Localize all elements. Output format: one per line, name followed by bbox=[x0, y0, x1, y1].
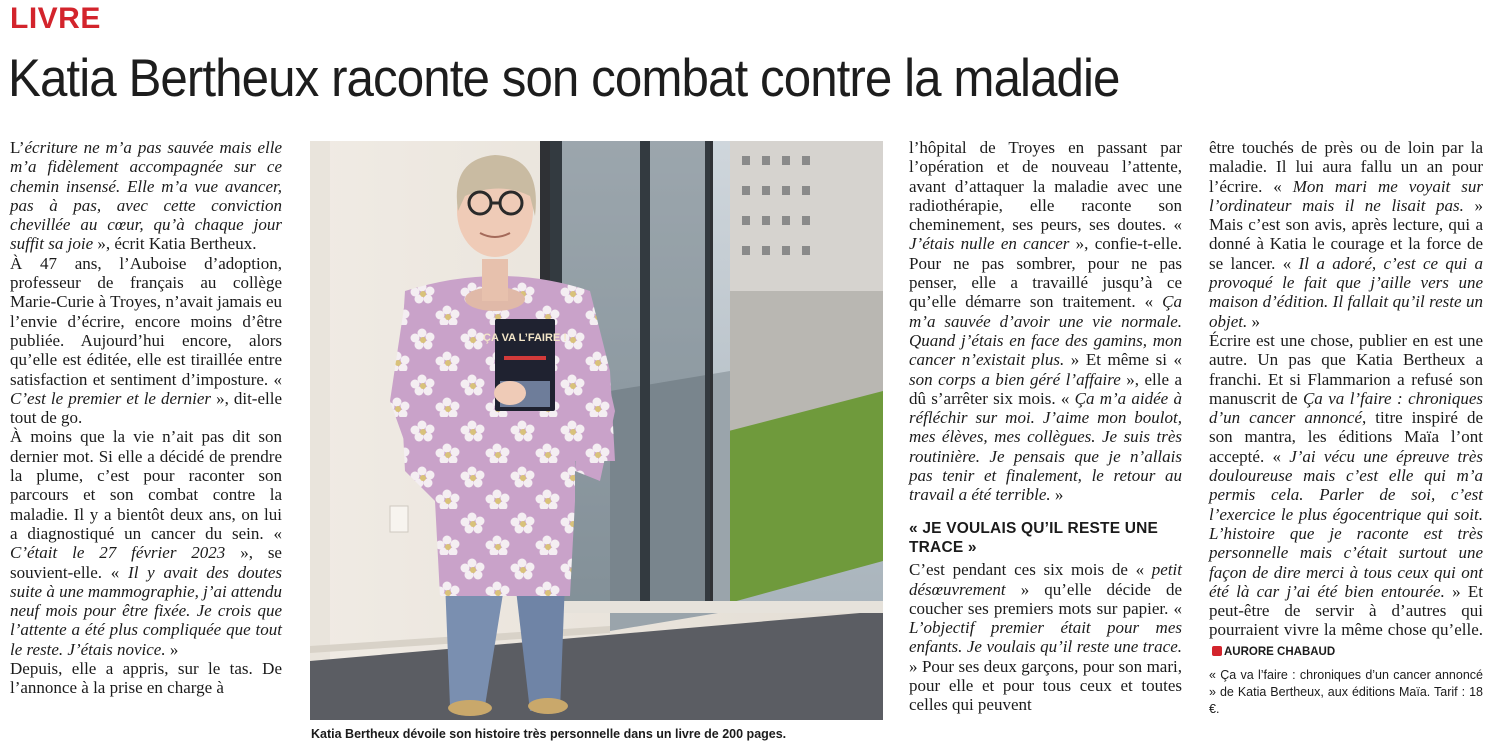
body-text: », écrit Katia Bertheux. bbox=[93, 234, 257, 254]
book-title: ÇA VA L’FAIRE ! bbox=[483, 332, 567, 344]
paragraph bbox=[1209, 331, 1483, 662]
article-column-4 bbox=[1209, 138, 1483, 718]
book-info: « Ça va l’faire : chroniques d’un cancer annoncé » de Katia Bertheux, aux éditions Maïa. Tarif : 18 €. bbox=[1209, 668, 1483, 717]
body-text: À 47 ans, l’Auboise d’adoption, professeur de français au collège Marie-Curie à Troyes, n’avait jamais eu l’envie d’écrire, encore moins d’être publiée. Aujourd’hui encore, alors qu’elle est éditée, elle est tiraillée entre satisfaction et sentiment d’imposture. « bbox=[10, 253, 282, 389]
body-text: » bbox=[1247, 311, 1260, 331]
quote-text: écriture ne m’a pas sauvée mais elle m’a fidèlement accompagnée sur ce chemin insensé. Elle m’a vue avancer, pas à pas, avec cette conviction chevillée au cœur, qu’à chaque jour suffit sa joie bbox=[10, 138, 282, 254]
photo-caption: Katia Bertheux dévoile son histoire très personnelle dans un livre de 200 pages. bbox=[311, 727, 787, 741]
quote-text: Ça m’a sauvée d’avoir une vie normale. Quand j’étais en face des gamins, mon cancer n’existait plus. bbox=[909, 292, 1182, 370]
paragraph bbox=[10, 254, 282, 428]
body-text: être touchés de près ou de loin par la maladie. Il lui aura fallu un an pour l’écrire. « bbox=[1209, 138, 1483, 196]
body-text: » Pour ses deux garçons, pour son mari, pour elle et pour tous ceux et toutes celles qui peuvent bbox=[909, 656, 1182, 715]
body-text: » bbox=[1050, 485, 1064, 505]
article-headline: Katia Bertheux raconte son combat contre la maladie bbox=[8, 49, 1120, 108]
paragraph bbox=[909, 560, 1182, 714]
quote-text: J’ai vécu une épreuve très douloureuse mais c’est elle qui m’a permis cela. Parler de soi, c’est l’exercice le plus égocentrique qui soit. L’histoire que je raconte est très personnelle mais c’était surtout une façon de dire merci à tous ceux qui ont été là car j’ai été bien entourée. bbox=[1209, 446, 1484, 601]
body-text: » Et même si « bbox=[1064, 350, 1182, 370]
quote-text: petit désœuvrement bbox=[909, 560, 1182, 599]
body-text: », se souvient-elle. « bbox=[10, 543, 282, 582]
paragraph bbox=[10, 427, 282, 659]
paragraph bbox=[909, 138, 1182, 505]
article-column-3 bbox=[909, 138, 1182, 715]
body-text: » qu’elle décide de coucher ses premiers mots sur papier. « bbox=[909, 579, 1182, 618]
article-subhead: « JE VOULAIS QU’IL RESTE UNE TRACE » bbox=[909, 519, 1159, 556]
section-kicker: LIVRE bbox=[10, 2, 101, 35]
quote-text: C’était le 27 février 2023 bbox=[10, 543, 226, 563]
quote-text: L’objectif premier était pour mes enfants. Je voulais qu’il reste une trace. bbox=[909, 618, 1182, 657]
body-text: Depuis, elle a appris, sur le tas. De l’annonce à la prise en charge à bbox=[10, 659, 282, 698]
body-text: C’est pendant ces six mois de « bbox=[909, 560, 1152, 580]
signature-marker-icon bbox=[1212, 646, 1222, 656]
body-text: À moins que la vie n’ait pas dit son dernier mot. Si elle a décidé de prendre la plume, c’est pour raconter son parcours et son combat contre la maladie. Il y a bientôt deux ans, on lui a diagnostiqué un cancer du sein. « bbox=[10, 427, 282, 543]
article-photo bbox=[310, 141, 883, 720]
quote-text: J’étais nulle en cancer bbox=[909, 234, 1070, 254]
body-text: » bbox=[165, 639, 179, 659]
paragraph bbox=[1209, 138, 1483, 331]
body-text: » Et peut-être de servir à d’autres qui pourraient vivre la même chose qu’elle. bbox=[1209, 581, 1483, 640]
author-signature: AURORE CHABAUD bbox=[1224, 645, 1336, 658]
quote-text: Mon mari me voyait sur l’ordinateur mais il ne lisait pas. bbox=[1209, 176, 1483, 215]
body-text: » Mais c’est son avis, après lecture, qui a donné à Katia le courage et la force de se lancer. « bbox=[1209, 195, 1483, 273]
body-text: l’hôpital de Troyes en passant par l’opération et de nouveau l’attente, avant d’attaquer la maladie avec une radiothérapie, elle raconte son cheminement, ses peurs, ses doutes. « bbox=[909, 138, 1182, 235]
article-column-1 bbox=[10, 138, 282, 698]
body-text: Écrire est une chose, publier en est une autre. Un pas que Katia Bertheux a franchi. Et si Flammarion a refusé son manuscrit de bbox=[1209, 330, 1483, 408]
quote-text: son corps a bien géré l’affaire bbox=[909, 369, 1121, 389]
quote-text: Ça m’a aidée à réfléchir sur moi. J’aime mon boulot, mes élèves, mes collègues. Je suis très routinière. Je pensais que je n’allais pas tenir et finalement, le retour au travail a été terrible. bbox=[909, 388, 1182, 505]
body-text: », confie-t-elle. Pour ne pas sombrer, pour ne pas penser, elle a travaillé jusqu’à ce qu’elle démarre son traitement. « bbox=[909, 234, 1182, 312]
paragraph bbox=[10, 138, 282, 254]
body-text: L’ bbox=[10, 138, 25, 157]
quote-text: Ça va l’faire : chroniques d’un cancer annoncé bbox=[1209, 388, 1483, 428]
body-text: , titre inspiré de son mantra, les éditions Maïa l’ont accepté. « bbox=[1209, 408, 1483, 466]
quote-text: Il y avait des doutes suite à une mammographie, j’ai attendu neuf mois pour être fixée. Je crois que l’attente a été plus compliquée que tout le reste. J’étais novice. bbox=[10, 562, 282, 659]
quote-text: C’est le premier et le dernier bbox=[10, 388, 212, 408]
body-text: », elle a dû s’arrêter six mois. « bbox=[909, 369, 1183, 408]
body-text: », dit-elle tout de go. bbox=[10, 388, 282, 428]
quote-text: Il a adoré, c’est ce qui a provoqué le fait que j’aille vers une maison d’édition. Il fallait qu’il reste un objet. bbox=[1209, 253, 1483, 331]
paragraph bbox=[10, 659, 282, 698]
